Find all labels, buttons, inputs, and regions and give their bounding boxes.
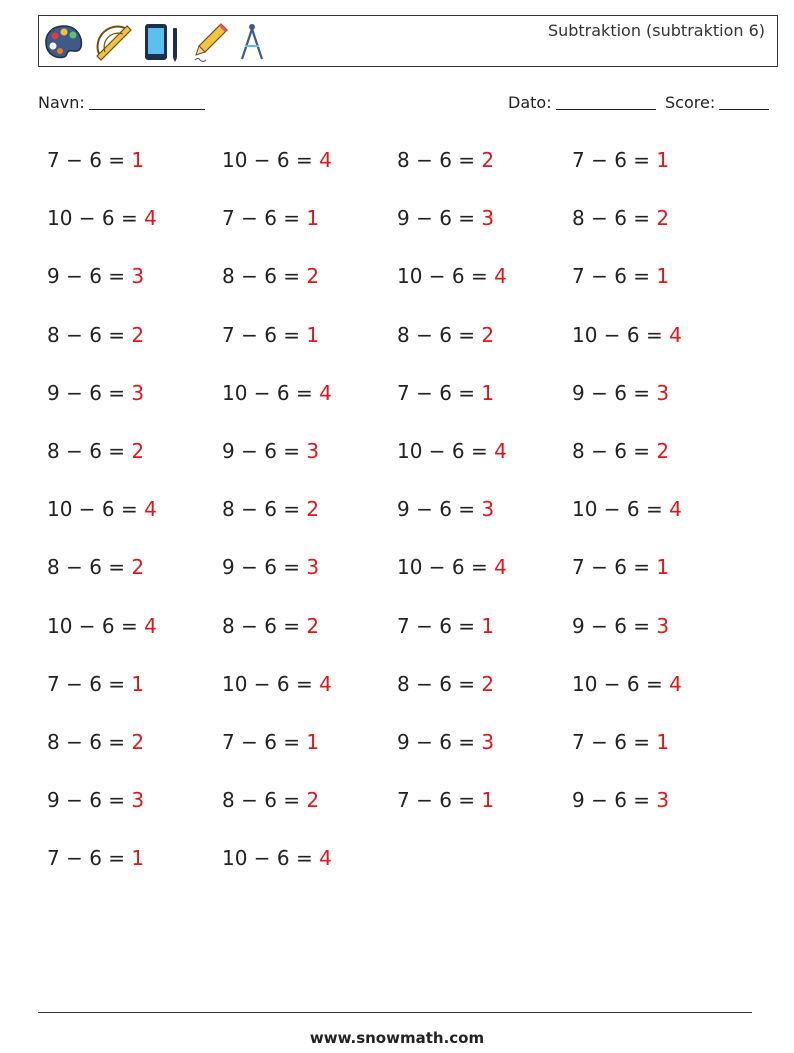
problem-question: 10 − 6 = xyxy=(397,439,488,463)
problem-answer: 2 xyxy=(481,148,495,172)
problem-item xyxy=(397,378,494,408)
problem-item xyxy=(572,785,669,815)
worksheet-title: Subtraktion (subtraktion 6) xyxy=(547,21,765,40)
problem-question: 7 − 6 = xyxy=(47,148,126,172)
problem-item xyxy=(222,320,319,350)
problem-question: 8 − 6 = xyxy=(222,497,301,522)
problem-answer: 3 xyxy=(656,788,670,813)
problem-question: 8 − 6 = xyxy=(572,439,651,463)
problem-item xyxy=(47,727,144,757)
problem-answer: 3 xyxy=(131,788,145,813)
problem-question: 7 − 6 = xyxy=(572,264,651,289)
date-line[interactable] xyxy=(556,93,656,110)
date-label: Dato: xyxy=(508,93,552,112)
problem-answer: 1 xyxy=(481,613,495,638)
problem-answer: 2 xyxy=(656,206,670,231)
problem-answer: 2 xyxy=(131,439,145,463)
problem-item xyxy=(47,261,144,291)
problem-answer: 4 xyxy=(144,613,157,638)
problem-answer: 1 xyxy=(481,788,495,813)
problem-item xyxy=(572,494,682,524)
pencil-icon xyxy=(193,22,229,62)
problem-answer: 3 xyxy=(656,613,670,638)
problem-question: 7 − 6 = xyxy=(397,613,476,638)
problem-question: 9 − 6 = xyxy=(572,788,651,813)
problem-item xyxy=(47,145,144,175)
problem-answer: 1 xyxy=(306,322,320,347)
problem-question: 10 − 6 = xyxy=(222,846,313,871)
problem-item xyxy=(47,552,144,582)
problem-answer: 2 xyxy=(306,497,320,522)
problem-answer: 1 xyxy=(656,555,670,580)
date-field[interactable] xyxy=(508,93,656,112)
problem-answer: 4 xyxy=(144,497,157,522)
problem-item xyxy=(222,727,319,757)
problem-item xyxy=(47,669,144,699)
problem-item xyxy=(397,727,494,757)
problem-item xyxy=(397,261,507,291)
problem-question: 8 − 6 = xyxy=(397,322,476,347)
problem-item xyxy=(222,203,319,233)
problem-question: 8 − 6 = xyxy=(47,730,126,754)
problem-question: 10 − 6 = xyxy=(572,322,663,347)
problem-answer: 1 xyxy=(131,148,145,172)
problem-question: 10 − 6 = xyxy=(397,555,488,580)
problem-item xyxy=(397,494,494,524)
problem-question: 10 − 6 = xyxy=(47,206,138,231)
compass-icon xyxy=(237,22,267,62)
problem-question: 8 − 6 = xyxy=(397,671,476,696)
problem-answer: 4 xyxy=(669,671,682,696)
problem-item xyxy=(222,669,332,699)
problem-answer: 2 xyxy=(131,555,145,580)
problem-question: 7 − 6 = xyxy=(572,555,651,580)
problem-answer: 2 xyxy=(306,788,320,813)
problem-question: 8 − 6 = xyxy=(222,788,301,813)
problem-item xyxy=(572,727,669,757)
problem-answer: 2 xyxy=(656,439,670,463)
problem-answer: 3 xyxy=(481,206,495,231)
problem-item xyxy=(572,145,669,175)
problem-item xyxy=(222,145,332,175)
problem-question: 9 − 6 = xyxy=(222,439,301,463)
footer-url: www.snowmath.com xyxy=(309,1029,485,1047)
problem-question: 10 − 6 = xyxy=(397,264,488,289)
problem-item xyxy=(222,261,319,291)
problem-answer: 4 xyxy=(494,264,507,289)
problem-question: 9 − 6 = xyxy=(572,613,651,638)
problem-question: 8 − 6 = xyxy=(222,264,301,289)
problem-item xyxy=(47,378,144,408)
problem-item xyxy=(572,320,682,350)
name-field[interactable] xyxy=(38,93,205,112)
problem-question: 9 − 6 = xyxy=(572,380,651,405)
score-label: Score: xyxy=(665,93,716,112)
problem-answer: 3 xyxy=(656,380,670,405)
problem-item xyxy=(572,261,669,291)
problem-question: 10 − 6 = xyxy=(222,380,313,405)
name-label: Navn: xyxy=(38,93,85,112)
problem-question: 10 − 6 = xyxy=(47,613,138,638)
problem-question: 8 − 6 = xyxy=(222,613,301,638)
problem-answer: 1 xyxy=(131,671,145,696)
problem-answer: 4 xyxy=(144,206,157,231)
problem-item xyxy=(222,611,319,641)
problem-question: 10 − 6 = xyxy=(572,497,663,522)
problem-question: 8 − 6 = xyxy=(47,322,126,347)
problem-question: 9 − 6 = xyxy=(397,206,476,231)
problem-item xyxy=(222,843,332,873)
problem-answer: 1 xyxy=(131,846,145,871)
problem-answer: 3 xyxy=(306,555,320,580)
problem-question: 7 − 6 = xyxy=(222,206,301,231)
problem-answer: 3 xyxy=(481,730,495,754)
problem-question: 9 − 6 = xyxy=(47,788,126,813)
problem-question: 8 − 6 = xyxy=(397,148,476,172)
problem-question: 7 − 6 = xyxy=(222,730,301,754)
problem-item xyxy=(397,203,494,233)
problem-item xyxy=(222,378,332,408)
problem-answer: 4 xyxy=(494,439,507,463)
problem-answer: 2 xyxy=(306,264,320,289)
problem-question: 10 − 6 = xyxy=(222,671,313,696)
problem-question: 10 − 6 = xyxy=(47,497,138,522)
problem-question: 10 − 6 = xyxy=(572,671,663,696)
problem-item xyxy=(47,203,157,233)
problem-question: 7 − 6 = xyxy=(397,788,476,813)
problem-item xyxy=(572,611,669,641)
problem-answer: 2 xyxy=(306,613,320,638)
problem-item xyxy=(572,203,669,233)
problem-item xyxy=(47,843,144,873)
problem-answer: 1 xyxy=(656,148,670,172)
problem-item xyxy=(47,494,157,524)
problem-item xyxy=(397,785,494,815)
problem-answer: 2 xyxy=(131,322,145,347)
problem-item xyxy=(572,436,669,466)
problem-item xyxy=(397,320,494,350)
problem-answer: 4 xyxy=(319,380,332,405)
problem-question: 10 − 6 = xyxy=(222,148,313,172)
problem-question: 9 − 6 = xyxy=(397,730,476,754)
protractor-icon xyxy=(93,22,133,62)
problem-answer: 1 xyxy=(656,264,670,289)
problem-item xyxy=(397,611,494,641)
problem-question: 8 − 6 = xyxy=(47,439,126,463)
problem-item xyxy=(47,320,144,350)
problem-answer: 3 xyxy=(481,497,495,522)
problem-item xyxy=(572,552,669,582)
problem-answer: 2 xyxy=(481,671,495,696)
tablet-icon xyxy=(141,22,185,62)
problem-answer: 4 xyxy=(319,148,332,172)
problem-item xyxy=(397,669,494,699)
problem-question: 7 − 6 = xyxy=(572,730,651,754)
score-line[interactable] xyxy=(719,93,769,110)
problem-item xyxy=(397,436,507,466)
problem-answer: 2 xyxy=(481,322,495,347)
problem-question: 8 − 6 = xyxy=(47,555,126,580)
problem-answer: 1 xyxy=(306,730,320,754)
problem-question: 7 − 6 = xyxy=(397,380,476,405)
problem-item xyxy=(572,669,682,699)
score-field[interactable] xyxy=(665,93,769,112)
problem-answer: 3 xyxy=(306,439,320,463)
problem-item xyxy=(397,552,507,582)
problem-question: 9 − 6 = xyxy=(47,380,126,405)
worksheet-header xyxy=(38,15,778,67)
problem-item xyxy=(397,145,494,175)
problem-question: 9 − 6 = xyxy=(222,555,301,580)
footer-rule xyxy=(38,1012,752,1013)
problem-question: 7 − 6 = xyxy=(47,671,126,696)
problem-item xyxy=(222,436,319,466)
problem-answer: 2 xyxy=(131,730,145,754)
problem-answer: 1 xyxy=(481,380,495,405)
header-icons xyxy=(43,20,267,64)
problem-question: 8 − 6 = xyxy=(572,206,651,231)
problem-item xyxy=(572,378,669,408)
problem-question: 7 − 6 = xyxy=(47,846,126,871)
name-line[interactable] xyxy=(89,93,205,110)
problem-answer: 4 xyxy=(669,497,682,522)
problem-answer: 3 xyxy=(131,264,145,289)
problem-answer: 4 xyxy=(494,555,507,580)
problem-answer: 3 xyxy=(131,380,145,405)
problem-answer: 1 xyxy=(656,730,670,754)
problem-question: 9 − 6 = xyxy=(47,264,126,289)
problem-item xyxy=(47,785,144,815)
problem-answer: 4 xyxy=(319,671,332,696)
problem-item xyxy=(47,436,144,466)
problem-question: 7 − 6 = xyxy=(222,322,301,347)
problem-item xyxy=(222,494,319,524)
problem-question: 9 − 6 = xyxy=(397,497,476,522)
palette-icon xyxy=(43,22,85,62)
problem-item xyxy=(222,785,319,815)
problem-answer: 4 xyxy=(319,846,332,871)
problem-question: 7 − 6 = xyxy=(572,148,651,172)
problem-item xyxy=(47,611,157,641)
problem-answer: 1 xyxy=(306,206,320,231)
problem-answer: 4 xyxy=(669,322,682,347)
problem-item xyxy=(222,552,319,582)
